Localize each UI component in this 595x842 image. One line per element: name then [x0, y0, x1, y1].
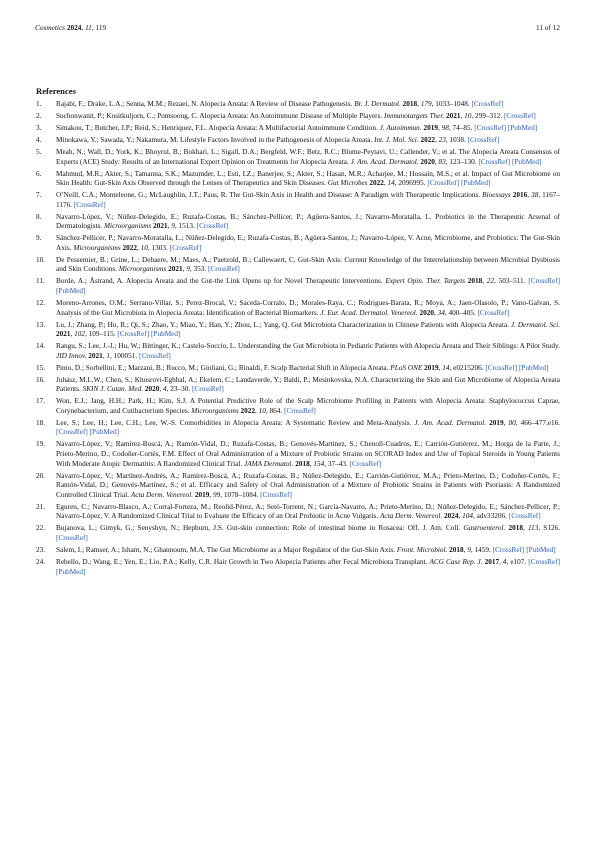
- reference-number: 17.: [36, 397, 46, 406]
- reference-journal: Microorganisms: [73, 243, 121, 252]
- reference-item: 9. Sánchez-Pellicer, P.; Navarro-Moratalla, L.; Núñez-Delegido, E.; Ruzafa-Costas, B.; Agüera-Santos, J.; Navarro-López, V. Acne, Microbiome, and Probiotics: The Gut-Skin Axis. Microorganisms 2022, 10, 1303. [CrossRef]: [36, 234, 560, 252]
- reference-journal: Acta Derm. Venereol.: [380, 512, 443, 521]
- reference-year: 2021: [153, 222, 168, 231]
- reference-journal: J. Dermatol. Sci.: [510, 320, 561, 329]
- reference-journal: Int. J. Mol. Sci.: [374, 135, 419, 144]
- reference-journal: PLoS ONE: [390, 363, 423, 372]
- reference-volume: 113: [527, 524, 539, 533]
- crossref-link[interactable]: [CrossRef]: [528, 277, 561, 286]
- crossref-link[interactable]: [CrossRef]: [467, 135, 500, 144]
- reference-authors-title: Eguren, C.; Navarro-Blasco, A.; Corral-Forteza, M.; Reolid-Pérez, A.; Setó-Torrent, N.; García-Navarro, A.; Prieto-Merino, D.; Núñez-Delegido, E.; Sánchez-Pellicer, P.; Navarro-López, V. A Randomized Clinical Trial to Evaluate the Efficacy of an Oral Probiotic in Acne Vulgaris.: [56, 502, 560, 521]
- reference-journal: Acta Derm. Venereol.: [130, 490, 194, 499]
- reference-item: 4. Minokawa, Y.; Sawada, Y.; Nakamura, M. Lifestyle Factors Involved in the Pathogenesis of Alopecia Areata. Int. J. Mol. Sci. 2022, 23, 1038. [CrossRef]: [36, 135, 500, 144]
- reference-pages: 1078–1084.: [223, 490, 259, 499]
- reference-volume: 38: [531, 191, 539, 200]
- pubmed-link[interactable]: [PubMed]: [518, 363, 549, 372]
- pubmed-link[interactable]: [PubMed]: [460, 179, 491, 188]
- reference-volume: 104: [462, 512, 473, 521]
- reference-journal: Microorganisms: [118, 265, 167, 274]
- reference-item: 17. Won, E.J.; Jang, H.H.; Park, H.; Kim, S.J. A Potential Predictive Role of the Scalp Microbiome Profiling in Patients with Alopecia Areata: Staphylococcus Caprae, Corynebacterium, and Cutibacterium Species. Microorganisms 2022, 10, 864. [CrossRef]: [36, 397, 560, 415]
- reference-pages: adv33206.: [476, 512, 507, 521]
- reference-number: 9.: [36, 234, 42, 243]
- reference-pages: 466–477.e16.: [520, 418, 561, 427]
- pubmed-link[interactable]: [PubMed]: [151, 330, 181, 339]
- reference-number: 2.: [36, 111, 42, 120]
- crossref-link[interactable]: [CrossRef]: [485, 363, 518, 372]
- reference-authors-title: Bujanova, L.; Gimyk, G.; Senyshyn, N.; Hepburn, J.S. Gut-skin connection: Role of intestinal biome in Rosacea: Off. J. Am. Coll.: [56, 524, 461, 533]
- reference-item: 5. Meah, N.; Wall, D.; York, K.; Bhoyrul, B.; Bokhari, L.; Sigall, D.A.; Bergfeld, W.F.; Betz, R.C.; Blume-Peytavi, U.; Callender, V.; et al. The Alopecia Areata Consensus of Experts (ACE) Study: Results of an International Expert Opinion on Treatments for Alopecia Areata. J. Am. Acad. Dermatol. 2020, 83, 123–130. [CrossRef] [PubMed]: [36, 147, 560, 166]
- reference-number: 5.: [36, 147, 42, 156]
- crossref-link[interactable]: [CrossRef]: [477, 308, 510, 317]
- reference-authors-title: Juhász, M.L.W.; Chen, S.; Khosrovi-Eghbal, A.; Ekelem, C.; Landaverde, Y.; Baldi, P.; Mesinkovska, N.A. Characterizing the Skin and Gut Microbiome of Alopecia Areata Patients.: [56, 375, 560, 394]
- reference-volume: 9: [171, 222, 175, 231]
- reference-item: 11. Borde, A.; Åstrand, A. Alopecia Areata and the Gut-the Link Opens up for Novel Therapeutic Interventions. Expert Opin. Ther. Targets 2018, 22, 503–511. [CrossRef] [PubMed]: [36, 277, 561, 295]
- reference-authors-title: O’Neill, C.A.; Monteleone, G.; McLaughlin, J.T.; Paus, R. The Gut-Skin Axis in Health and Disease: A Paradigm with Therapeutic Implications.: [56, 191, 481, 200]
- reference-year: 2021: [56, 330, 71, 339]
- reference-item: 18. Lee, S.; Lee, H.; Lee, C.H.; Lee, W.-S. Comorbidities in Alopecia Areata: A Systematic Review and Meta-Analysis. J. Am. Acad. Dermatol. 2019, 80, 466–477.e16. [CrossRef] [PubMed]: [36, 418, 561, 437]
- reference-journal: Microorganisms: [191, 406, 239, 415]
- reference-authors-title: Sánchez-Pellicer, P.; Navarro-Moratalla, L.; Núñez-Delegido, E.; Ruzafa-Costas, B.; Agüera-Santos, J.; Navarro-López, V. Acne, Microbiome, and Probiotics: The Gut-Skin Axis.: [56, 234, 560, 252]
- reference-authors-title: Pinto, D.; Sorbellini, E.; Marzani, B.; Rucco, M.; Giuliani, G.; Rinaldi, F. Scalp Bacterial Shift in Alopecia Areata.: [56, 363, 389, 372]
- reference-volume: 23: [438, 135, 446, 144]
- reference-journal: Expert Opin. Ther. Targets: [385, 277, 466, 286]
- reference-journal: Gastroenterol.: [463, 524, 506, 533]
- reference-number: 16.: [36, 375, 46, 384]
- pubmed-link[interactable]: [PubMed]: [526, 545, 556, 554]
- pubmed-link[interactable]: [PubMed]: [512, 157, 542, 166]
- reference-year: 2018: [467, 277, 483, 286]
- reference-authors-title: Navarro-López, V.; Núñez-Delegido, E.; Ruzafa-Costas, B.; Sánchez-Pellicer, P.; Agüera-Santos, J.; Navarro-Moratalla, L. Probiotics in the Therapeutic Arsenal of Dermatologists.: [56, 212, 560, 231]
- reference-number: 3.: [36, 123, 42, 132]
- crossref-link[interactable]: [CrossRef]: [191, 385, 224, 394]
- crossref-link[interactable]: [CrossRef]: [207, 265, 240, 274]
- reference-item: 23. Salem, I.; Ramser, A.; Isham, N.; Ghannoum, M.A. The Gut Microbiome as a Major Regulator of the Gut-Skin Axis. Front. Microbiol. 2018, 9, 1459. [CrossRef] [PubMed]: [36, 545, 556, 554]
- reference-number: 21.: [36, 502, 46, 511]
- crossref-link[interactable]: [CrossRef]: [504, 111, 536, 120]
- reference-year: 2022: [369, 179, 384, 188]
- reference-authors-title: Mahmud, M.R.; Akter, S.; Tamanna, S.K.; Mazumder, L.; Esti, I.Z.; Banerjee, S.; Akter, S.; Hasan, M.R.; Acharjee, M.; Hossain, M.S.; et al. Impact of Gut Microbiome on Skin Health: Gut-Skin Axis Observed through the Lenses of Therapeutics and Skin Diseases.: [56, 169, 560, 188]
- reference-year: 2022: [240, 406, 256, 415]
- reference-journal: J. Autoimmun.: [379, 123, 422, 132]
- reference-item: 20. Navarro-López, V.; Martínez-Andrés, A.; Ramírez-Boscá, A.; Ruzafa-Costas, B.; Núñez-Delegido, E.; Carrión-Gutiérrez, M.A.; Prieto-Merino, D.; Codoñer-Cortés, F.; Ramón-Vidal, D.; Genovés-Martínez, S.; et al. Efficacy and Safety of Oral Administration of a Mixture of Probiotic Strains in Patients with Psoriasis: A Randomized Controlled Clinical Trial. Acta Derm. Venereol. 2019, 99, 1078–1084. [CrossRef]: [36, 471, 560, 499]
- reference-pages: 2096995.: [398, 179, 426, 188]
- crossref-link[interactable]: [CrossRef]: [73, 200, 106, 209]
- crossref-link[interactable]: [CrossRef]: [284, 406, 316, 415]
- crossref-link[interactable]: [CrossRef]: [196, 222, 229, 231]
- reference-journal: SKIN J. Cutan. Med.: [82, 385, 144, 394]
- reference-number: 10.: [36, 255, 46, 264]
- reference-journal: JAMA Dermatol.: [243, 459, 294, 468]
- reference-year: 2019: [424, 363, 439, 372]
- crossref-link[interactable]: [CrossRef]: [56, 428, 88, 437]
- reference-pages: 1033–1048.: [435, 100, 470, 108]
- reference-pages: 1459.: [474, 545, 491, 554]
- crossref-link[interactable]: [CrossRef]: [492, 545, 525, 554]
- reference-item: 2. Suchonwanit, P.; Kositkuljorn, C.; Pomsoong, C. Alopecia Areata: An Autoimmune Disease of Multiple Players. Immunotargets Ther. 2021, 10, 299–312. [CrossRef]: [36, 111, 536, 120]
- reference-year: 2019: [489, 418, 504, 427]
- reference-pages: 100051.: [113, 351, 138, 360]
- reference-year: 2021: [168, 265, 183, 274]
- reference-authors-title: Meah, N.; Wall, D.; York, K.; Bhoyrul, B.; Bokhari, L.; Sigall, D.A.; Bergfeld, W.F.; Betz, R.C.; Blume-Peytavi, U.; Callender, V.; et al. The Alopecia Areata Consensus of Experts (ACE) Study: Results of an International Expert Opinion on Treatments for Alopecia Areata.: [56, 147, 560, 166]
- reference-year: 2018: [295, 459, 310, 468]
- reference-item: 7. O’Neill, C.A.; Monteleone, G.; McLaughlin, J.T.; Paus, R. The Gut-Skin Axis in Health and Disease: A Paradigm with Therapeutic Implications. Bioessays 2016, 38, 1167–1176. [CrossRef]: [36, 191, 561, 209]
- reference-journal: ACG Case Rep. J.: [429, 557, 483, 566]
- reference-volume: 22: [486, 277, 495, 286]
- reference-number: 19.: [36, 440, 46, 449]
- reference-volume: 4: [162, 385, 167, 394]
- reference-pages: 864.: [269, 406, 283, 415]
- crossref-link[interactable]: [CrossRef]: [260, 490, 292, 499]
- reference-pages: 1167–1176.: [56, 191, 561, 209]
- reference-journal: Bioessays: [482, 191, 511, 200]
- crossref-link[interactable]: [CrossRef]: [427, 179, 460, 188]
- crossref-link[interactable]: [CrossRef]: [139, 351, 171, 360]
- reference-number: 4.: [36, 135, 42, 144]
- reference-year: 2019: [194, 490, 210, 499]
- reference-authors-title: Lee, S.; Lee, H.; Lee, C.H.; Lee, W.-S. Comorbidities in Alopecia Areata: A Systematic Review and Meta-Analysis.: [56, 418, 412, 427]
- crossref-link[interactable]: [CrossRef]: [117, 330, 150, 339]
- reference-authors-title: Navarro-López, V.; Ramírez-Boscá, A.; Ramón-Vidal, D.; Ruzafa-Costas, B.; Genovés-Martínez, S.; Chenoll-Cuadros, E.; Carrión-Gutiérrez, M.; Horga de la Parte, J.; Prieto-Merino, D.; Codoñer-Cortés, F.M. Effect of Oral Administration of a Mixture of Probiotic Strains on SCORAD Index and Use of Topical Steroids in Young Patients With Moderate Atopic Dermatitis: A Randomized Clinical Trial.: [56, 440, 560, 468]
- reference-volume: 80: [508, 418, 516, 427]
- reference-number: 22.: [36, 524, 46, 533]
- reference-pages: 400–405.: [448, 308, 476, 317]
- reference-year: 2022: [420, 135, 435, 144]
- reference-year: 2020: [419, 308, 434, 317]
- reference-volume: 154: [313, 459, 325, 468]
- reference-number: 8.: [36, 212, 42, 221]
- reference-journal: Immunotargets Ther.: [384, 111, 445, 120]
- reference-year: 2021: [446, 111, 461, 120]
- reference-authors-title: Rajabi, F.; Drake, L.A.; Senna, M.M.; Rezaei, N. Alopecia Areata: A Review of Disease Pathogenesis.: [56, 100, 353, 108]
- reference-item: 1. Rajabi, F.; Drake, L.A.; Senna, M.M.; Rezaei, N. Alopecia Areata: A Review of Disease Pathogenesis. Br. J. Dermatol. 2018, 179, 1033–1048. [CrossRef]: [36, 100, 504, 108]
- reference-item: 24. Rebello, D.; Wang, E.; Yen, E.; Lio, P.A.; Kelly, C.R. Hair Growth in Two Alopecia Patients after Fecal Microbiota Transplant. ACG Case Rep. J. 2017, 4, e107. [CrossRef] [PubMed]: [36, 557, 561, 576]
- reference-item: 12. Moreno-Arrones, O.M.; Serrano-Villar, S.; Perez-Brocal, V.; Saceda-Corralo, D.; Morales-Raya, C.; Rodrigues-Barata, R.; Moya, A.; Jaen-Olasolo, P.; Vano-Galvan, S. Analysis of the Gut Microbiota in Alopecia Areata: Identification of Bacterial Biomarkers. J. Eur. Acad. Dermatol. Venereol. 2020, 34, 400–405. [CrossRef]: [36, 298, 560, 317]
- reference-journal: Front. Microbiol.: [396, 545, 448, 554]
- reference-year: 2018: [508, 524, 523, 533]
- reference-pages: 74–85.: [452, 123, 473, 132]
- reference-volume: 102: [74, 330, 85, 339]
- reference-item: 13. Lu, J.; Zhang, P.; Hu, R.; Qi, S.; Zhao, Y.; Miao, Y.; Han, Y.; Zhou, L.; Yang, Q. Gut Microbiota Characterization in Chinese Patients with Alopecia Areata. J. Dermatol. Sci. 2021, 102, 109–115. [CrossRef] [PubMed]: [36, 320, 561, 339]
- reference-item: 6. Mahmud, M.R.; Akter, S.; Tamanna, S.K.; Mazumder, L.; Esti, I.Z.; Banerjee, S.; Akter, S.; Hasan, M.R.; Acharjee, M.; Hossain, M.S.; et al. Impact of Gut Microbiome on Skin Health: Gut-Skin Axis Observed through the Lenses of Therapeutics and Skin Diseases. Gut Microbes 2022, 14, 2096995. [CrossRef] [PubMed]: [36, 169, 560, 188]
- reference-number: 13.: [36, 320, 46, 329]
- crossref-link[interactable]: [CrossRef]: [474, 123, 507, 132]
- reference-authors-title: Moreno-Arrones, O.M.; Serrano-Villar, S.; Perez-Brocal, V.; Saceda-Corralo, D.; Morales-Raya, C.; Rodrigues-Barata, R.; Moya, A.; Jaen-Olasolo, P.; Vano-Galvan, S. Analysis of the Gut Microbiota in Alopecia Areata: Identification of Bacterial Biomarkers.: [56, 298, 560, 317]
- reference-pages: 353.: [193, 265, 207, 274]
- reference-journal: JID Innov.: [56, 351, 87, 360]
- crossref-link[interactable]: [CrossRef]: [349, 459, 382, 468]
- reference-item: 15. Pinto, D.; Sorbellini, E.; Marzani, B.; Rucco, M.; Giuliani, G.; Rinaldi, F. Scalp Bacterial Shift in Alopecia Areata. PLoS ONE 2019, 14, e0215206. [CrossRef] [PubMed]: [36, 363, 549, 372]
- page-header: [35, 23, 560, 35]
- reference-year: 2021: [88, 351, 103, 360]
- crossref-link[interactable]: [CrossRef]: [528, 557, 561, 566]
- reference-pages: 23–30.: [170, 385, 191, 394]
- reference-item: 3. Simakou, T.; Butcher, J.P.; Reid, S.; Henriquez, F.L. Alopecia Areata: A Multifactorial Autoimmune Condition. J. Autoimmun. 2019, 98, 74–85. [CrossRef] [PubMed]: [36, 123, 538, 132]
- reference-pages: 1038.: [449, 135, 466, 144]
- reference-authors-title: De Pessemier, B.; Grine, L.; Debaere, M.; Maes, A.; Paetzold, B.; Callewaert, C. Gut-Skin Axis: Current Knowledge of the Interrelationship between Microbial Dysbiosis and Skin Conditions.: [56, 255, 560, 274]
- reference-pages: 37–43.: [327, 459, 348, 468]
- reference-volume: 1: [106, 351, 111, 360]
- reference-number: 1.: [36, 100, 42, 108]
- crossref-link[interactable]: [CrossRef]: [56, 533, 88, 542]
- journal-citation: Cosmetics 2024, 11, 119: [35, 23, 107, 32]
- reference-item: 19. Navarro-López, V.; Ramírez-Boscá, A.; Ramón-Vidal, D.; Ruzafa-Costas, B.; Genovés-Martínez, S.; Chenoll-Cuadros, E.; Carrión-Gutiérrez, M.; Horga de la Parte, J.; Prieto-Merino, D.; Codoñer-Cortés, F.M. Effect of Oral Administration of a Mixture of Probiotic Strains on SCORAD Index and Use of Topical Steroids in Young Patients With Moderate Atopic Dermatitis: A Randomized Clinical Trial. JAMA Dermatol. 2018, 154, 37–43. [CrossRef]: [36, 440, 560, 468]
- reference-volume: 179: [420, 100, 432, 108]
- reference-journal: Microorganisms: [103, 222, 152, 231]
- reference-item: 10. De Pessemier, B.; Grine, L.; Debaere, M.; Maes, A.; Paetzold, B.; Callewaert, C. Gut-Skin Axis: Current Knowledge of the Interrelationship between Microbial Dysbiosis and Skin Conditions. Microorganisms 2021, 9, 353. [CrossRef]: [36, 255, 560, 274]
- reference-year: 2016: [512, 191, 528, 200]
- reference-journal: J. Am. Acad. Dermatol.: [414, 418, 487, 427]
- references-heading: References: [36, 86, 76, 96]
- reference-year: 2022: [122, 243, 138, 252]
- reference-number: 6.: [36, 169, 42, 178]
- reference-journal: Br. J. Dermatol.: [354, 100, 401, 108]
- crossref-link[interactable]: [CrossRef]: [478, 157, 511, 166]
- reference-authors-title: Suchonwanit, P.; Kositkuljorn, C.; Pomsoong, C. Alopecia Areata: An Autoimmune Disease of Multiple Players.: [56, 111, 383, 120]
- reference-year: 2019: [423, 123, 438, 132]
- reference-pages: 123–130.: [449, 157, 477, 166]
- pubmed-link[interactable]: [PubMed]: [89, 428, 120, 437]
- reference-number: 24.: [36, 557, 46, 566]
- reference-pages: 1513.: [178, 222, 195, 231]
- page-number: 11 of 12: [535, 23, 560, 32]
- reference-authors-title: Simakou, T.; Butcher, J.P.; Reid, S.; Henriquez, F.L. Alopecia Areata: A Multifactorial Autoimmune Condition.: [56, 123, 378, 132]
- reference-volume: 34: [437, 308, 445, 317]
- reference-pages: S126.: [543, 524, 561, 533]
- reference-pages: 299–312.: [475, 111, 503, 120]
- reference-journal: J. Eur. Acad. Dermatol. Venereol.: [320, 308, 418, 317]
- reference-pages: 503–511.: [498, 277, 526, 286]
- reference-year: 2024: [443, 512, 459, 521]
- reference-volume: 83: [438, 157, 446, 166]
- reference-volume: 14: [442, 363, 450, 372]
- reference-number: 15.: [36, 363, 46, 372]
- crossref-link[interactable]: [CrossRef]: [471, 100, 504, 108]
- reference-number: 18.: [36, 418, 46, 427]
- reference-number: 7.: [36, 191, 42, 200]
- journal-year: 2024: [66, 23, 82, 32]
- reference-pages: e0215206.: [453, 363, 484, 372]
- reference-authors-title: Minokawa, Y.; Sawada, Y.; Nakamura, M. Lifestyle Factors Involved in the Pathogenesis of Alopecia Areata.: [56, 135, 373, 144]
- reference-volume: 10: [464, 111, 472, 120]
- crossref-link[interactable]: [CrossRef]: [169, 243, 202, 252]
- reference-pages: e107.: [510, 557, 527, 566]
- reference-number: 20.: [36, 471, 46, 480]
- reference-number: 12.: [36, 298, 46, 307]
- reference-volume: 9: [467, 545, 471, 554]
- reference-volume: 9: [186, 265, 190, 274]
- reference-list: [36, 100, 560, 580]
- reference-volume: 4: [502, 557, 507, 566]
- reference-authors-title: Won, E.J.; Jang, H.H.; Park, H.; Kim, S.J. A Potential Predictive Role of the Scalp Microbiome Profiling in Patients with Alopecia Areata: Staphylococcus Caprae, Corynebacterium, and Cutibacterium Species.: [56, 397, 560, 415]
- reference-number: 14.: [36, 342, 46, 351]
- reference-authors-title: Lu, J.; Zhang, P.; Hu, R.; Qi, S.; Zhao, Y.; Miao, Y.; Han, Y.; Zhou, L.; Yang, Q. Gut Microbiota Characterization in Chinese Patients with Alopecia Areata.: [56, 320, 509, 329]
- reference-pages: 1303.: [151, 243, 168, 252]
- reference-authors-title: Borde, A.; Åstrand, A. Alopecia Areata and the Gut-the Link Opens up for Novel Therapeutic Interventions.: [56, 277, 383, 286]
- pubmed-link[interactable]: [PubMed]: [56, 287, 86, 295]
- reference-item: 8. Navarro-López, V.; Núñez-Delegido, E.; Ruzafa-Costas, B.; Sánchez-Pellicer, P.; Agüera-Santos, J.; Navarro-Moratalla, L. Probiotics in the Therapeutic Arsenal of Dermatologists. Microorganisms 2021, 9, 1513. [CrossRef]: [36, 212, 560, 231]
- journal-volume: 11: [85, 23, 92, 32]
- crossref-link[interactable]: [CrossRef]: [508, 512, 541, 521]
- reference-number: 23.: [36, 545, 46, 554]
- article-number: 119: [95, 23, 107, 32]
- reference-volume: 10: [258, 406, 266, 415]
- reference-year: 2020: [420, 157, 435, 166]
- reference-authors-title: Rangu, S.; Lee, J.-J.; Hu, W.; Bittinger, K.; Castelo-Soccio, L. Understanding the Gut Microbiota in Pediatric Patients with Alopecia Areata and Their Siblings: A Pilot Study.: [56, 342, 560, 351]
- journal-name: Cosmetics: [35, 23, 65, 32]
- reference-volume: 98: [441, 123, 449, 132]
- pubmed-link[interactable]: [PubMed]: [56, 567, 86, 576]
- reference-year: 2018: [449, 545, 464, 554]
- reference-authors-title: Salem, I.; Ramser, A.; Isham, N.; Ghannoum, M.A. The Gut Microbiome as a Major Regulator of the Gut-Skin Axis.: [56, 545, 396, 554]
- reference-volume: 14: [387, 179, 395, 188]
- reference-authors-title: Navarro-López, V.; Martínez-Andrés, A.; Ramírez-Boscá, A.; Ruzafa-Costas, B.; Núñez-Delegido, E.; Carrión-Gutiérrez, M.A.; Prieto-Merino, D.; Codoñer-Cortés, F.; Ramón-Vidal, D.; Genovés-Martínez, S.; et al. Efficacy and Safety of Oral Administration of a Mixture of Probiotic Strains in Patients with Psoriasis: A Randomized Controlled Clinical Trial.: [56, 471, 560, 499]
- reference-year: 2017: [484, 557, 500, 566]
- reference-journal: Gut Microbes: [327, 179, 368, 188]
- reference-year: 2020: [144, 385, 160, 394]
- reference-volume: 99: [213, 490, 221, 499]
- reference-number: 11.: [36, 277, 45, 286]
- reference-item: 16. Juhász, M.L.W.; Chen, S.; Khosrovi-Eghbal, A.; Ekelem, C.; Landaverde, Y.; Baldi, P.; Mesinkovska, N.A. Characterizing the Skin and Gut Microbiome of Alopecia Areata Patients. SKIN J. Cutan. Med. 2020, 4, 23–30. [CrossRef]: [36, 375, 560, 394]
- pubmed-link[interactable]: [PubMed]: [507, 123, 538, 132]
- reference-volume: 10: [140, 243, 148, 252]
- reference-item: 14. Rangu, S.; Lee, J.-J.; Hu, W.; Bittinger, K.; Castelo-Soccio, L. Understanding the Gut Microbiota in Pediatric Patients with Alopecia Areata and Their Siblings: A Pilot Study. JID Innov. 2021, 1, 100051. [CrossRef]: [36, 342, 560, 360]
- reference-year: 2018: [402, 100, 418, 108]
- reference-journal: J. Am. Acad. Dermatol.: [350, 157, 419, 166]
- reference-pages: 109–115.: [88, 330, 116, 339]
- reference-item: 21. Eguren, C.; Navarro-Blasco, A.; Corral-Forteza, M.; Reolid-Pérez, A.; Setó-Torrent, N.; García-Navarro, A.; Prieto-Merino, D.; Núñez-Delegido, E.; Sánchez-Pellicer, P.; Navarro-López, V. A Randomized Clinical Trial to Evaluate the Efficacy of an Oral Probiotic in Acne Vulgaris. Acta Derm. Venereol. 2024, 104, adv33206. [CrossRef]: [36, 502, 560, 521]
- reference-authors-title: Rebello, D.; Wang, E.; Yen, E.; Lio, P.A.; Kelly, C.R. Hair Growth in Two Alopecia Patients after Fecal Microbiota Transplant.: [56, 557, 428, 566]
- reference-item: 22. Bujanova, L.; Gimyk, G.; Senyshyn, N.; Hepburn, J.S. Gut-skin connection: Role of intestinal biome in Rosacea: Off. J. Am. Coll. Gastroenterol. 2018, 113, S126. [CrossRef]: [36, 524, 561, 542]
